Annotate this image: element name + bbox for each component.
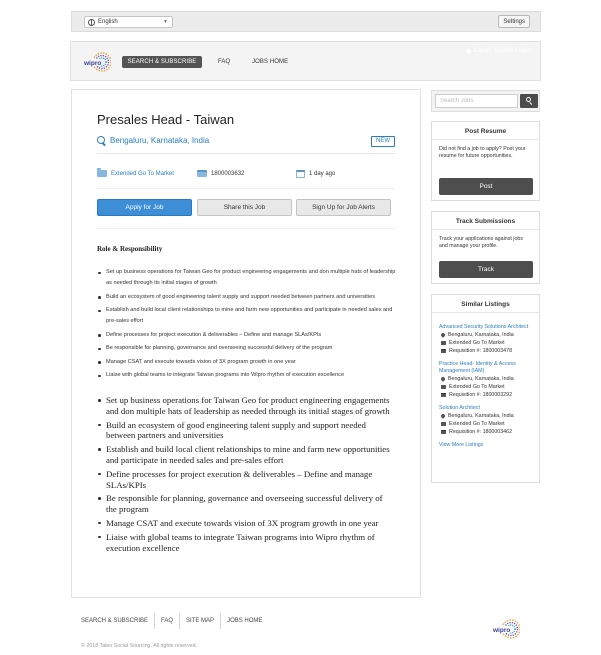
- similar-job-category: Extended Go To Market: [449, 384, 505, 390]
- location-search-icon: [97, 136, 106, 145]
- list-item: Define processes for project execution & deliverables – Define and manage SLAs/KPIs: [97, 330, 397, 341]
- list-item: Build an ecosystem of good engineering talent supply and support needed between partners and universities: [97, 420, 392, 442]
- track-button[interactable]: Track: [439, 261, 533, 278]
- card-title: Track Submissions: [432, 212, 539, 230]
- list-item: [439, 361, 532, 399]
- job-detail-panel: [71, 89, 421, 598]
- responsibility-list-small: [97, 267, 397, 384]
- page-title: Presales Head - Taiwan: [97, 112, 235, 127]
- track-submissions-card: [431, 211, 540, 284]
- similar-job-link[interactable]: Advanced Security Solutions Architect: [439, 324, 529, 330]
- section-heading: Role & Responsibility: [97, 245, 163, 253]
- responsibility-list-large: [97, 395, 392, 556]
- map-pin-icon: [441, 377, 445, 382]
- footer-nav: [81, 612, 268, 630]
- wipro-logo: [83, 50, 111, 74]
- main-nav: [70, 41, 541, 81]
- search-input[interactable]: [435, 94, 518, 108]
- job-posted: [296, 170, 335, 178]
- settings-button[interactable]: Settings: [498, 15, 530, 28]
- footer-site-map[interactable]: SITE MAP: [186, 618, 215, 624]
- list-item: Set up business operations for Taiwan Geo for product engineering engagements and don multiple hats of leadership as needed through its initial stages of growth: [97, 267, 397, 289]
- nav-search-subscribe[interactable]: SEARCH & SUBSCRIBE: [122, 56, 202, 68]
- similar-job-category: Extended Go To Market: [449, 340, 505, 346]
- apply-button[interactable]: Apply for Job: [97, 199, 192, 216]
- requisition-icon: [197, 170, 207, 177]
- svg-text:wipro: wipro: [493, 627, 511, 634]
- folder-icon: [441, 422, 446, 426]
- similar-job-location: Bengaluru, Karnataka, India: [448, 376, 514, 382]
- language-select[interactable]: [84, 16, 173, 28]
- folder-icon: [441, 385, 446, 389]
- similar-job-requisition: Requisition #: 1800003478: [449, 348, 513, 354]
- job-location[interactable]: [97, 136, 209, 145]
- briefcase-icon: [441, 393, 446, 397]
- copyright: © 2018 Taleo Social Sourcing. All rights reserved.: [81, 643, 197, 649]
- map-pin-icon: [441, 414, 445, 419]
- similar-job-requisition: Requisition #: 1800003462: [449, 429, 513, 435]
- footer-faq[interactable]: FAQ: [161, 618, 174, 624]
- signin-link[interactable]: [466, 48, 530, 54]
- list-item: Set up business operations for Taiwan Geo for product engineering engagements and don multiple hats of leadership as needed through its initial stages of growth: [97, 395, 392, 417]
- new-badge: NEW: [371, 136, 395, 147]
- post-resume-card: [431, 121, 540, 201]
- list-item: Liaise with global teams to integrate Taiwan programs into Wipro rhythm of execution excellence: [97, 370, 397, 381]
- post-button[interactable]: Post: [439, 178, 533, 195]
- view-more-link[interactable]: View More Listings: [439, 442, 484, 448]
- briefcase-icon: [441, 430, 446, 434]
- job-alert-button[interactable]: Sign Up for Job Alerts: [296, 199, 391, 216]
- similar-job-link[interactable]: Practice Head- Identity & Access Management (IAM): [439, 361, 516, 374]
- card-text: Track your applications against jobs and manage your profile.: [439, 236, 524, 250]
- chevron-down-icon: ▼: [163, 19, 168, 25]
- similar-job-category: Extended Go To Market: [449, 421, 505, 427]
- language-label: English: [98, 19, 118, 25]
- nav-faq[interactable]: FAQ: [218, 59, 231, 65]
- list-item: Build an ecosystem of good engineering talent supply and support needed between partners and universities: [97, 292, 397, 303]
- job-requisition: [197, 170, 244, 177]
- footer-jobs-home[interactable]: JOBS HOME: [227, 618, 263, 624]
- wipro-logo: [492, 617, 520, 641]
- top-bar: [71, 11, 541, 32]
- job-category[interactable]: [97, 170, 174, 177]
- similar-job-location: Bengaluru, Karnataka, India: [448, 332, 514, 338]
- folder-icon: [97, 170, 107, 177]
- card-title: Post Resume: [432, 122, 539, 140]
- similar-job-location: Bengaluru, Karnataka, India: [448, 413, 514, 419]
- divider: [97, 228, 395, 229]
- calendar-icon: [296, 170, 305, 178]
- card-text: Did not find a job to apply? Post your resume for future opportunities.: [439, 146, 526, 160]
- divider: [97, 153, 395, 154]
- list-item: Be responsible for planning, governance and overseeing successful delivery of the program: [97, 343, 397, 354]
- search-icon: [526, 97, 531, 102]
- similar-listings-card: [431, 294, 540, 483]
- map-pin-icon: [441, 333, 445, 338]
- job-location-text: Bengaluru, Karnataka, India: [110, 136, 210, 145]
- svg-text:wipro: wipro: [84, 60, 102, 67]
- list-item: Establish and build local client relationships to mine and farm new opportunities and participate in needed sales and pre-sales effort: [97, 305, 397, 327]
- footer-search-subscribe[interactable]: SEARCH & SUBSCRIBE: [81, 618, 149, 624]
- list-item: Manage CSAT and execute towards vision of 3X program growth in one year: [97, 518, 392, 529]
- list-item: Liaise with global teams to integrate Taiwan programs into Wipro rhythm of execution excellence: [97, 532, 392, 554]
- list-item: Manage CSAT and execute towards vision of 3X program growth in one year: [97, 357, 397, 368]
- folder-icon: [441, 341, 446, 345]
- user-icon: [466, 49, 471, 54]
- list-item: Define processes for project execution & deliverables – Define and manage SLAs/KPIs: [97, 469, 392, 491]
- list-item: [439, 405, 532, 436]
- signin-label: Career Section Login: [473, 48, 530, 54]
- list-item: [439, 324, 532, 355]
- similar-job-link[interactable]: Solution Architect: [439, 405, 480, 411]
- briefcase-icon: [441, 349, 446, 353]
- job-category-text: Extended Go To Market: [111, 170, 174, 177]
- list-item: Be responsible for planning, governance and overseeing successful delivery of the program: [97, 493, 392, 515]
- job-posted-text: 1 day ago: [309, 171, 336, 177]
- share-button[interactable]: Share this Job: [197, 199, 292, 216]
- search-button[interactable]: [520, 94, 538, 108]
- nav-jobs-home[interactable]: JOBS HOME: [252, 59, 289, 65]
- divider: [97, 188, 395, 189]
- list-item: Establish and build local client relationships to mine and farm new opportunities and participate in needed sales and pre-sales effort: [97, 444, 392, 466]
- similar-job-requisition: Requisition #: 1800003292: [449, 392, 513, 398]
- globe-icon: [88, 19, 95, 26]
- card-title: Similar Listings: [432, 295, 539, 313]
- job-requisition-text: 1800003632: [211, 170, 245, 177]
- job-search-box: [431, 90, 540, 112]
